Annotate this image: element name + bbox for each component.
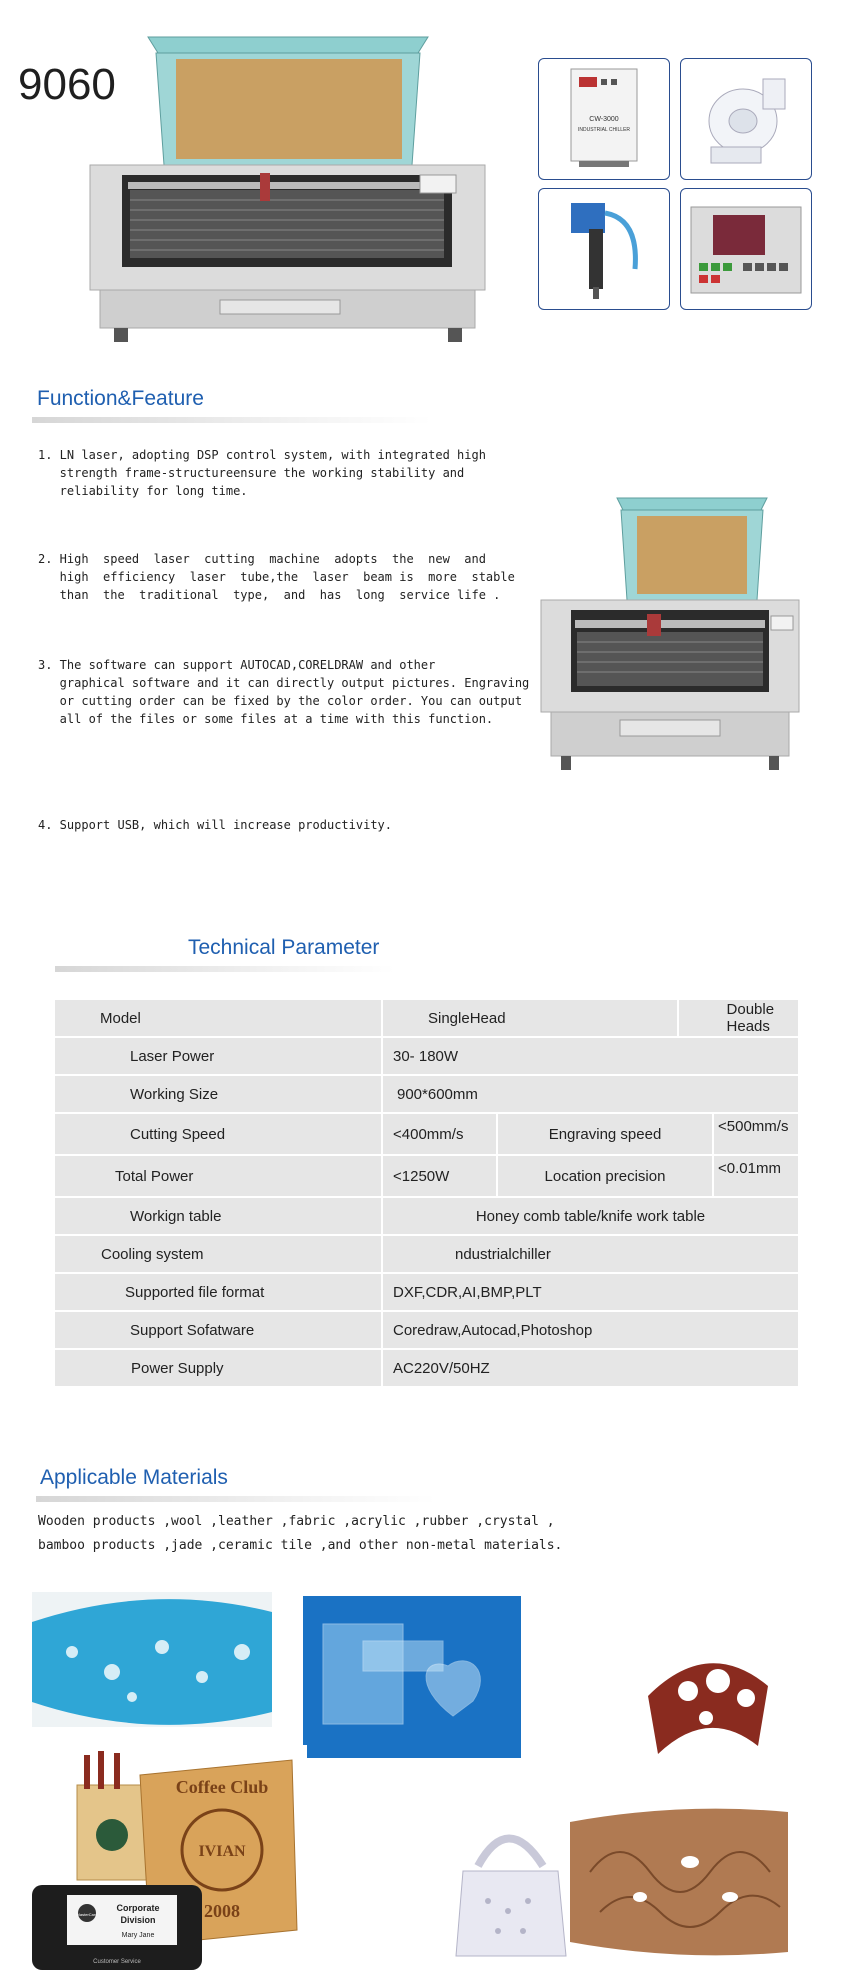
laser-machine-image (80, 25, 495, 350)
card-brand: MasterCard (76, 1912, 98, 1917)
blower-thumbnail (680, 58, 812, 180)
table-row-power-supply (55, 1350, 800, 1388)
technical-parameter-heading: Technical Parameter (188, 936, 380, 959)
materials-description: Wooden products ,wool ,leather ,fabric ,acrylic ,rubber ,crystal , bamboo products ,jade ,ceramic tile ,and other non-metal materials. (38, 1514, 563, 1553)
coffee-sign-badge: IVIAN (198, 1843, 246, 1860)
chiller-sub-text: INDUSTRIAL CHILLER (577, 127, 631, 133)
value-working-size: 900*600mm (383, 1076, 800, 1114)
feature-item-3: 3. The software can support AUTOCAD,CORELDRAW and other graphical software and it can directly output pictures. Engraving or cutting order can be fixed by the color order. You can output all of the files or some files at a time with this function. (38, 658, 530, 726)
coffee-sign-title: Coffee Club (175, 1777, 269, 1797)
materials-divider (36, 1496, 436, 1502)
laser-head-thumbnail (538, 188, 670, 310)
value-cutting-speed: <400mm/s (383, 1114, 498, 1156)
wood-products-photo (32, 1745, 307, 1980)
card-line2: Division (120, 1915, 156, 1925)
function-divider (32, 417, 432, 423)
chiller-model-text: CW-3000 (589, 116, 619, 123)
table-row-laser-power (55, 1038, 800, 1076)
label-software: Support Sofatware (55, 1312, 383, 1350)
label-file-format: Supported file format (55, 1274, 383, 1312)
control-panel-thumbnail (680, 188, 812, 310)
acrylic-photo (303, 1596, 521, 1758)
table-row-file-format (55, 1274, 800, 1312)
value-cooling-system: ndustrialchiller (383, 1236, 800, 1274)
value-total-power: <1250W (383, 1156, 498, 1198)
label-power-supply: Power Supply (55, 1350, 383, 1388)
label-laser-power: Laser Power (55, 1038, 383, 1076)
card-name: Mary Jane (121, 1932, 155, 1939)
value-power-supply: AC220V/50HZ (383, 1350, 800, 1388)
label-cutting-speed: Cutting Speed (55, 1114, 383, 1156)
feature-item-4: 4. Support USB, which will increase productivity. (38, 818, 393, 832)
card-service: Customer Service (93, 1959, 141, 1965)
header-double-heads: Double Heads (679, 1000, 800, 1038)
feature-item-1: 1. LN laser, adopting DSP control system, with integrated high strength frame-structureensure the working stability and reliability for long time. (38, 448, 486, 498)
applicable-materials-heading: Applicable Materials (40, 1466, 228, 1489)
technical-divider (55, 966, 395, 972)
label-location-precision: Location precision (498, 1156, 714, 1198)
chiller-thumbnail (538, 58, 670, 180)
value-laser-power: 30- 180W (383, 1038, 800, 1076)
function-feature-heading: Function&Feature (37, 387, 204, 410)
value-file-format: DXF,CDR,AI,BMP,PLT (383, 1274, 800, 1312)
value-location-precision: <0.01mm (714, 1156, 800, 1198)
table-row-cutting-speed (55, 1114, 800, 1156)
table-row-working-size (55, 1076, 800, 1114)
table-row-work-table (55, 1198, 800, 1236)
label-working-size: Working Size (55, 1076, 383, 1114)
header-model: Model (55, 1000, 383, 1038)
label-cooling-system: Cooling system (55, 1236, 383, 1274)
coffee-sign-year: 2008 (204, 1901, 240, 1921)
feature-item-2: 2. High speed laser cutting machine adopts the new and high efficiency laser tube,the laser beam is more stable than the traditional type, and has long service life . (38, 552, 515, 602)
value-working-table: Honey comb table/knife work table (383, 1198, 800, 1236)
label-engraving-speed: Engraving speed (498, 1114, 714, 1156)
table-row-total-power (55, 1156, 800, 1198)
handbag-photo (448, 1806, 573, 1971)
label-total-power: Total Power (55, 1156, 383, 1198)
laser-machine-image-2 (535, 492, 805, 777)
table-row-header (55, 1000, 800, 1038)
label-working-table: Workign table (55, 1198, 383, 1236)
table-row-cooling (55, 1236, 800, 1274)
table-row-software (55, 1312, 800, 1350)
value-engraving-speed: <500mm/s (714, 1114, 800, 1156)
fabric-photo (32, 1592, 272, 1727)
card-line1: Corporate (116, 1903, 160, 1913)
value-software: Coredraw,Autocad,Photoshop (383, 1312, 800, 1350)
model-number: 9060 (18, 60, 116, 109)
parameter-table (55, 1000, 800, 1388)
header-single-head: SingleHead (383, 1000, 679, 1038)
carved-leather-photo (570, 1802, 788, 1962)
leather-cuff-photo (628, 1636, 788, 1776)
